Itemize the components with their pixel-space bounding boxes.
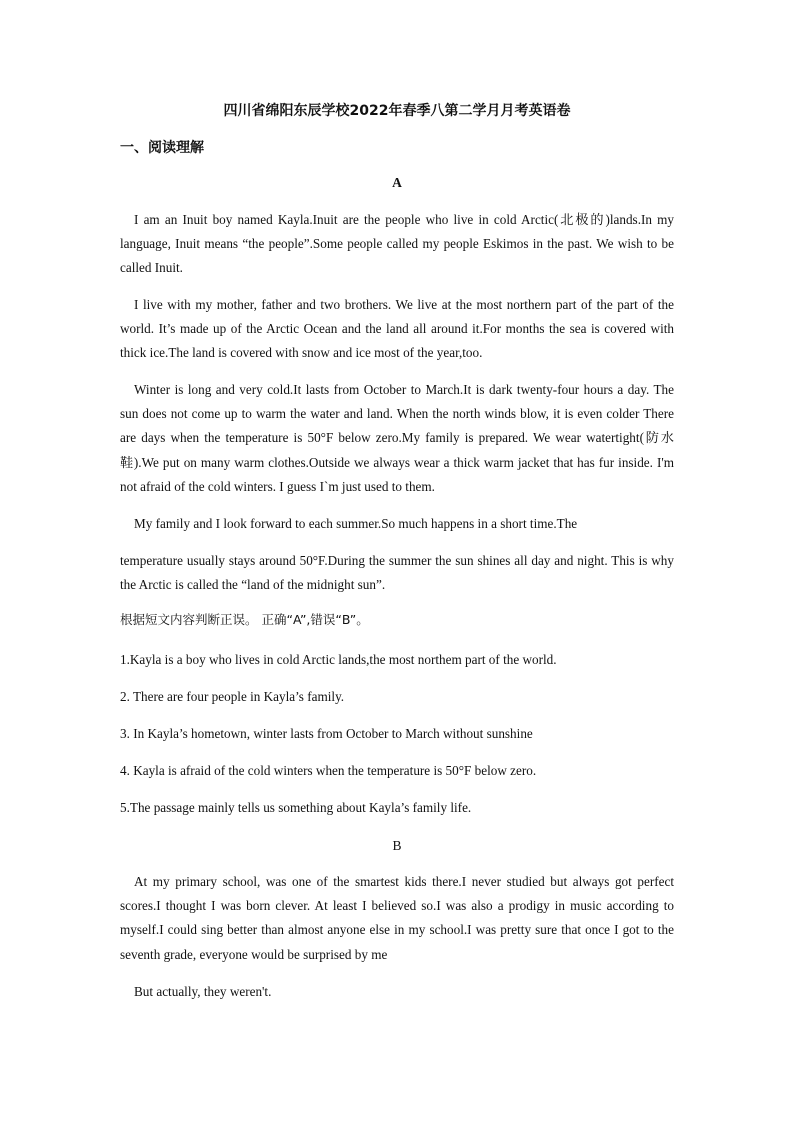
question-item: 1.Kayla is a boy who lives in cold Arctic lands,the most northem part of the world. <box>120 652 557 667</box>
question-item: 3. In Kayla’s hometown, winter lasts from October to March without sunshine <box>120 726 533 741</box>
passage-b-label: B <box>392 838 402 853</box>
question-item: 2. There are four people in Kayla’s family. <box>120 689 345 704</box>
passage-a-paragraph: temperature usually stays around 50°F.During the summer the sun shines all day and night. This is why the Arctic is called the “land of the midnight sun”. <box>120 553 674 593</box>
document-title: 四川省绵阳东辰学校2022年春季八第二学月月考英语卷 <box>223 103 571 119</box>
section-heading-reading: 一、阅读理解 <box>120 140 204 156</box>
passage-a-paragraph: I am an Inuit boy named Kayla.Inuit are the people who live in cold Arctic(北极的)lands.In my language, Inuit means “the people”.Some people called my people Eskimos in the past. We wish to be called Inuit. <box>120 212 674 276</box>
passage-a-label: A <box>392 175 402 190</box>
passage-a-paragraph: My family and I look forward to each summer.So much happens in a short time.The <box>134 516 578 531</box>
passage-b-paragraph: But actually, they weren't. <box>134 984 272 999</box>
question-instructions: 根据短文内容判断正误。 正确“A”,错误“B”。 <box>120 612 369 627</box>
passage-a-paragraph: Winter is long and very cold.It lasts from October to March.It is dark twenty-four hours a day. The sun does not come up to warm the water and land. When the north winds blow, it is even colder There are days when the temperature is 50°F below zero.My family is prepared. We wear watertight(防水鞋).We put on many warm clothes.Outside we always wear a thick warm jacket that has fur inside. I'm not afraid of the cold winters. I guess I`m just used to them. <box>120 382 674 494</box>
question-item: 5.The passage mainly tells us something about Kayla’s family life. <box>120 800 472 815</box>
question-item: 4. Kayla is afraid of the cold winters when the temperature is 50°F below zero. <box>120 763 537 778</box>
passage-a-paragraph: I live with my mother, father and two brothers. We live at the most northern part of the part of the world. It’s made up of the Arctic Ocean and the land all around it.For months the sea is covered with thick ice.The land is covered with snow and ice most of the year,too. <box>120 297 674 361</box>
passage-b-paragraph: At my primary school, was one of the smartest kids there.I never studied but always got perfect scores.I thought I was born clever. At least I believed so.I was also a prodigy in music according to myself.I could sing better than almost anyone else in my school.I was pretty sure that once I got to the seventh grade, everyone would be surprised by me <box>120 874 674 962</box>
